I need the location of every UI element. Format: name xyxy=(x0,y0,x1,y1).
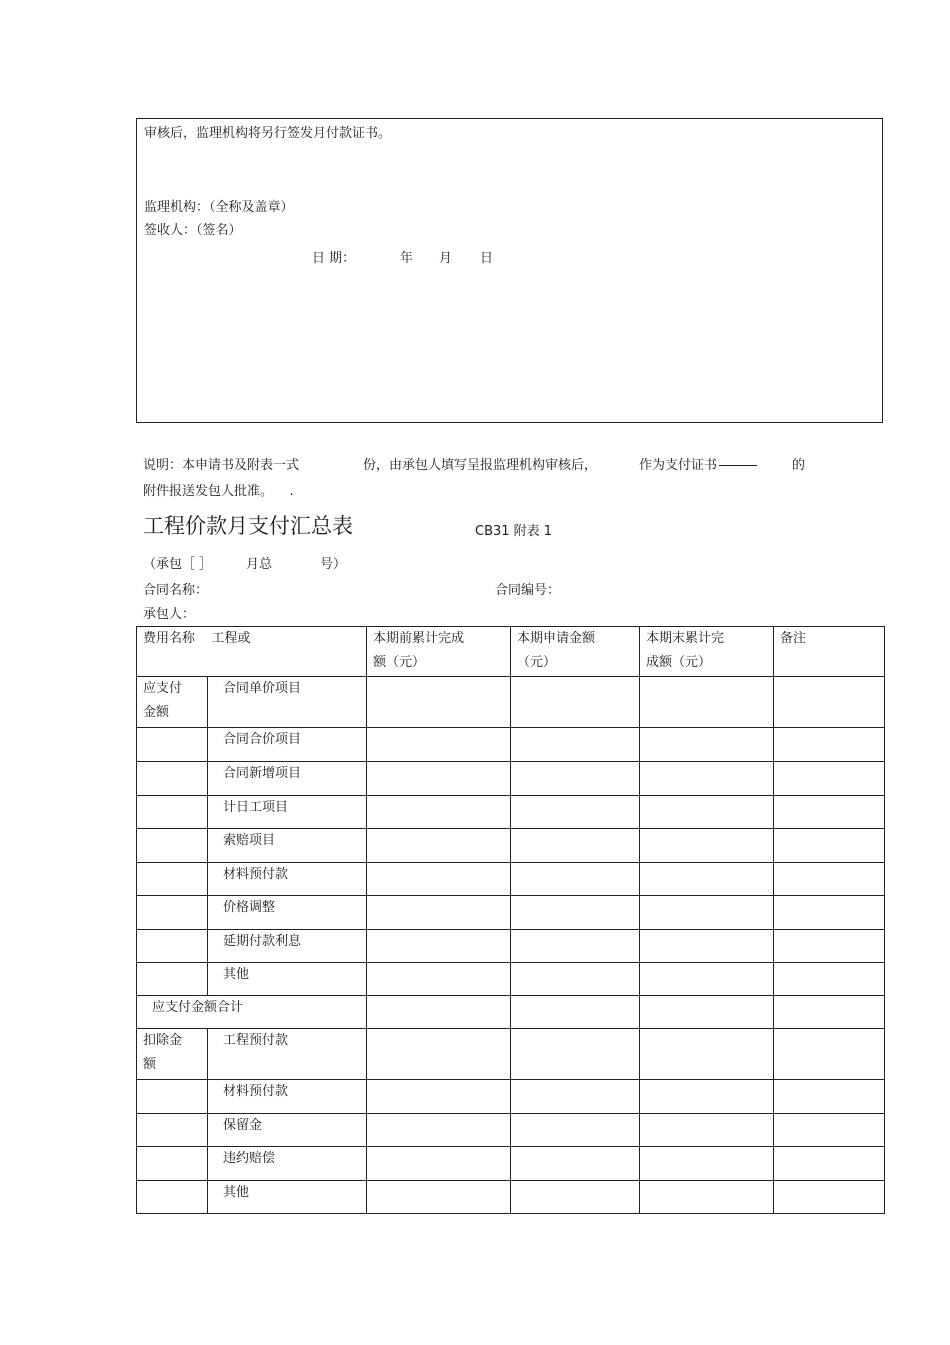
header-col2b: 额（元） xyxy=(373,655,426,670)
table-row xyxy=(137,796,885,829)
table-row xyxy=(137,677,885,728)
item-name: 材料预付款 xyxy=(208,1080,367,1114)
amount-cell xyxy=(640,677,774,728)
date-day: 日 xyxy=(480,251,494,266)
amount-cell xyxy=(774,728,885,762)
header-remarks: 备注 xyxy=(774,627,885,677)
group-cell-empty xyxy=(137,863,208,896)
amount-cell xyxy=(774,1080,885,1114)
amount-cell xyxy=(511,1029,640,1080)
amount-cell xyxy=(511,1181,640,1214)
date-month: 月 xyxy=(439,251,453,266)
amount-cell xyxy=(774,1147,885,1181)
amount-cell xyxy=(774,796,885,829)
amount-cell xyxy=(367,996,511,1029)
item-name: 保留金 xyxy=(208,1114,367,1147)
item-name: 违约赔偿 xyxy=(208,1147,367,1181)
amount-cell xyxy=(367,1181,511,1214)
payable-total-label: 应支付金额合计 xyxy=(137,996,367,1029)
header-end-cumulative xyxy=(640,627,774,677)
header-col4a: 本期末累计完 xyxy=(646,631,725,646)
amount-cell xyxy=(511,677,640,728)
amount-cell xyxy=(511,896,640,930)
amount-cell xyxy=(367,1114,511,1147)
payable-group-label xyxy=(137,677,208,728)
amount-cell xyxy=(640,996,774,1029)
header-col3b: （元） xyxy=(517,655,557,670)
amount-cell xyxy=(640,896,774,930)
deduct-group-label xyxy=(137,1029,208,1080)
header-current-amount xyxy=(511,627,640,677)
table-row xyxy=(137,728,885,762)
table-row xyxy=(137,1114,885,1147)
table-row xyxy=(137,1147,885,1181)
amount-cell xyxy=(640,762,774,796)
amount-cell xyxy=(367,796,511,829)
amount-cell xyxy=(367,1147,511,1181)
amount-cell xyxy=(367,677,511,728)
amount-cell xyxy=(367,762,511,796)
amount-cell xyxy=(511,1114,640,1147)
blank-underline xyxy=(719,465,757,466)
amount-cell xyxy=(511,1147,640,1181)
amount-cell xyxy=(774,930,885,963)
amount-cell xyxy=(511,996,640,1029)
group-cell-empty xyxy=(137,829,208,863)
amount-cell xyxy=(511,796,640,829)
item-name: 延期付款利息 xyxy=(208,930,367,963)
amount-cell xyxy=(640,796,774,829)
item-name: 合同合价项目 xyxy=(208,728,367,762)
group-cell-empty xyxy=(137,1080,208,1114)
amount-cell xyxy=(511,863,640,896)
contractor-label: 承包人： xyxy=(143,607,196,622)
amount-cell xyxy=(367,963,511,996)
note-line2 xyxy=(143,480,294,499)
amount-cell xyxy=(640,1147,774,1181)
ref-no: 号） xyxy=(320,557,347,572)
payable-group-label-line2: 金额 xyxy=(143,705,170,720)
amount-cell xyxy=(640,863,774,896)
table-row xyxy=(137,762,885,796)
item-name: 合同新增项目 xyxy=(208,762,367,796)
deduct-group-label-line2: 额 xyxy=(143,1057,157,1072)
payable-group-label-line1: 应支付 xyxy=(143,681,183,696)
amount-cell xyxy=(640,963,774,996)
group-cell-empty xyxy=(137,963,208,996)
amount-cell xyxy=(774,896,885,930)
item-name: 其他 xyxy=(208,1181,367,1214)
table-row xyxy=(137,1181,885,1214)
amount-cell xyxy=(774,996,885,1029)
amount-cell xyxy=(367,728,511,762)
header-row xyxy=(137,627,885,677)
amount-cell xyxy=(640,930,774,963)
ref-month: 月总 xyxy=(246,557,273,572)
amount-cell xyxy=(774,677,885,728)
amount-cell xyxy=(511,728,640,762)
note-line2-text: 附件报送发包人批准。 xyxy=(143,484,274,499)
amount-cell xyxy=(511,762,640,796)
form-code: CB31 附表 1 xyxy=(475,524,553,539)
amount-cell xyxy=(774,1029,885,1080)
review-box xyxy=(136,118,883,423)
amount-cell xyxy=(774,863,885,896)
amount-cell xyxy=(640,1080,774,1114)
ref-open: （承包［ ］ xyxy=(143,557,213,572)
date-label: 日 期： xyxy=(312,251,356,266)
header-col1a: 费用名称 xyxy=(143,631,196,646)
header-prev-cumulative xyxy=(367,627,511,677)
amount-cell xyxy=(774,1181,885,1214)
note-part1: 说明：本申请书及附表一式 xyxy=(143,458,300,473)
item-name: 价格调整 xyxy=(208,896,367,930)
amount-cell xyxy=(511,829,640,863)
header-col2a: 本期前累计完成 xyxy=(373,631,465,646)
table-row xyxy=(137,1029,885,1080)
contract-no-label: 合同编号： xyxy=(495,583,561,598)
date-year: 年 xyxy=(400,251,414,266)
amount-cell xyxy=(367,829,511,863)
group-cell-empty xyxy=(137,896,208,930)
amount-cell xyxy=(367,863,511,896)
table-row xyxy=(137,1080,885,1114)
amount-cell xyxy=(367,896,511,930)
group-cell-empty xyxy=(137,796,208,829)
group-cell-empty xyxy=(137,1181,208,1214)
amount-cell xyxy=(640,1029,774,1080)
payable-total-row xyxy=(137,996,885,1029)
note-part3 xyxy=(639,454,759,473)
amount-cell xyxy=(640,829,774,863)
table-row xyxy=(137,863,885,896)
item-name: 其他 xyxy=(208,963,367,996)
amount-cell xyxy=(774,963,885,996)
amount-cell xyxy=(367,930,511,963)
group-cell-empty xyxy=(137,762,208,796)
item-name: 合同单价项目 xyxy=(208,677,367,728)
amount-cell xyxy=(511,930,640,963)
header-col4b: 成额（元） xyxy=(646,655,712,670)
item-name: 材料预付款 xyxy=(208,863,367,896)
form-title: 工程价款月支付汇总表 xyxy=(143,514,353,538)
deduct-group-label-line1: 扣除金 xyxy=(143,1033,183,1048)
item-name: 工程预付款 xyxy=(208,1029,367,1080)
contract-name-label: 合同名称： xyxy=(143,583,209,598)
table-row xyxy=(137,829,885,863)
summary-table xyxy=(136,626,885,1214)
note-part2: 份，由承包人填写呈报监理机构审核后， xyxy=(363,458,598,473)
amount-cell xyxy=(511,963,640,996)
group-cell-empty xyxy=(137,728,208,762)
amount-cell xyxy=(640,728,774,762)
item-name: 索赔项目 xyxy=(208,829,367,863)
table-row xyxy=(137,963,885,996)
amount-cell xyxy=(511,1080,640,1114)
amount-cell xyxy=(367,1029,511,1080)
agency-label: 监理机构：（全称及盖章） xyxy=(144,200,294,215)
table-row xyxy=(137,930,885,963)
review-statement: 审核后，监理机构将另行签发月付款证书。 xyxy=(144,126,392,141)
header-col3a: 本期申请金额 xyxy=(517,631,596,646)
group-cell-empty xyxy=(137,930,208,963)
amount-cell xyxy=(774,762,885,796)
item-name: 计日工项目 xyxy=(208,796,367,829)
header-cost-name xyxy=(137,627,367,677)
group-cell-empty xyxy=(137,1147,208,1181)
note-part4: 的 xyxy=(792,458,806,473)
amount-cell xyxy=(774,829,885,863)
amount-cell xyxy=(367,1080,511,1114)
amount-cell xyxy=(640,1114,774,1147)
table-row xyxy=(137,896,885,930)
amount-cell xyxy=(774,1114,885,1147)
group-cell-empty xyxy=(137,1114,208,1147)
amount-cell xyxy=(640,1181,774,1214)
note-part3-text: 作为支付证书 xyxy=(639,458,718,473)
signer-label: 签收人：（签名） xyxy=(144,223,242,238)
note-dot: . xyxy=(289,484,294,499)
header-col1b: 工程或 xyxy=(211,631,251,646)
